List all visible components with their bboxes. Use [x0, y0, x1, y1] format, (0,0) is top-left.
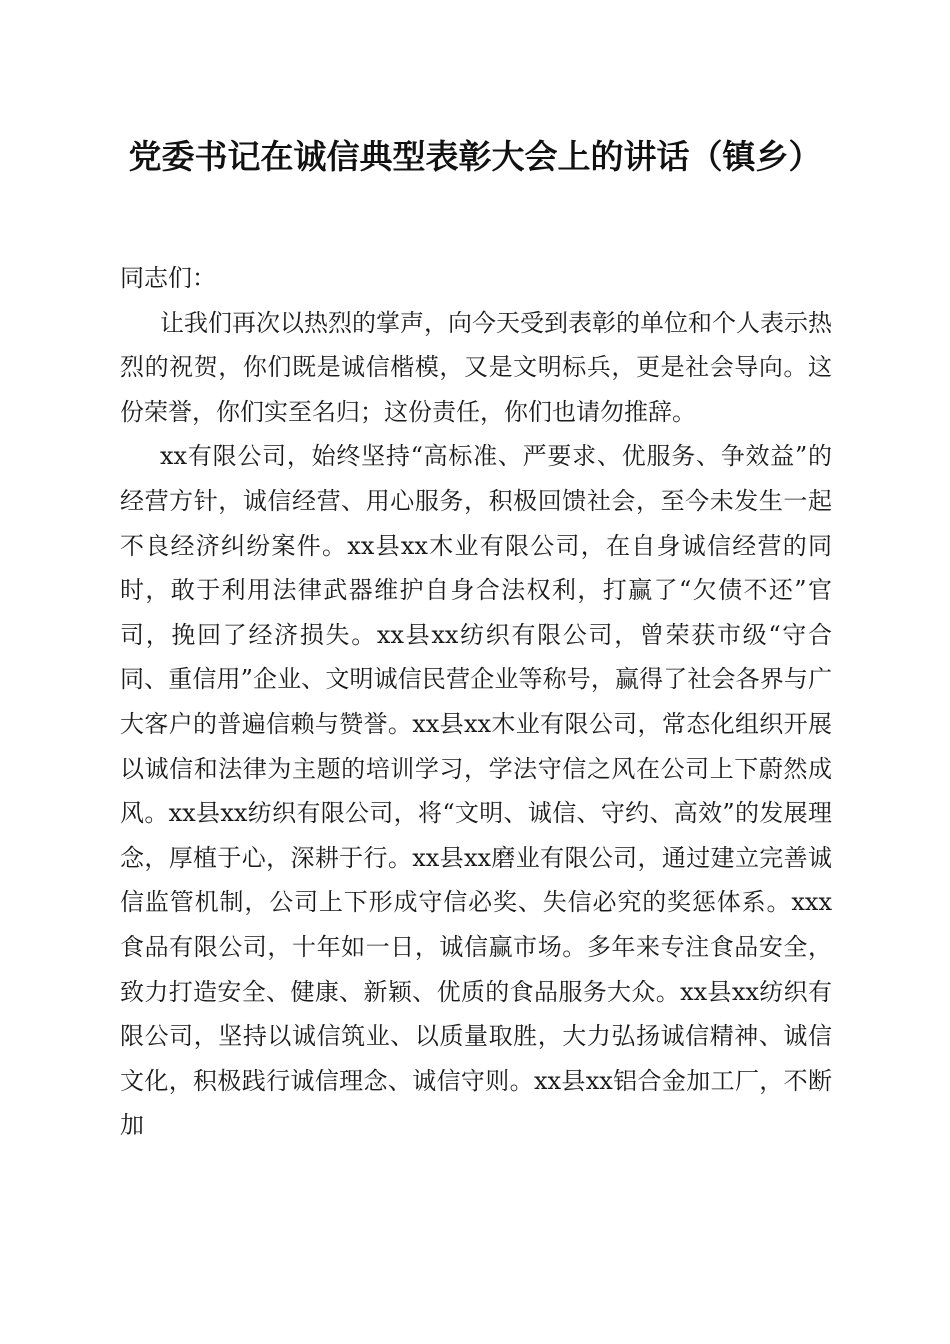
- salutation: 同志们：: [120, 264, 216, 292]
- document-title: 党委书记在诚信典型表彰大会上的讲话（镇乡）: [128, 137, 822, 176]
- document-body: [120, 256, 832, 1148]
- body-paragraph: 让我们再次以热烈的掌声，向今天受到表彰的单位和个人表示热烈的祝贺，你们既是诚信楷模，又是文明标兵，更是社会导向。这份荣誉，你们实至名归；这份责任，你们也请勿推辞。: [120, 308, 832, 426]
- body-paragraph: xx有限公司，始终坚持“高标准、严要求、优服务、争效益”的经营方针，诚信经营、用心服务，积极回馈社会，至今未发生一起不良经济纠纷案件。xx县xx木业有限公司，在自身诚信经营的同时，敢于利用法律武器维护自身合法权利，打赢了“欠债不还”官司，挽回了经济损失。xx县xx纺织有限公司，曾荣获市级“守合同、重信用”企业、文明诚信民营企业等称号，赢得了社会各界与广大客户的普遍信赖与赞誉。xx县xx木业有限公司，常态化组织开展以诚信和法律为主题的培训学习，学法守信之风在公司上下蔚然成风。xx县xx纺织有限公司，将“文明、诚信、守约、高效”的发展理念，厚植于心，深耕于行。xx县xx磨业有限公司，通过建立完善诚信监管机制，公司上下形成守信必奖、失信必究的奖惩体系。xxx食品有限公司，十年如一日，诚信赢市场。多年来专注食品安全，致力打造安全、健康、新颖、优质的食品服务大众。xx县xx纺织有限公司，坚持以诚信筑业、以质量取胜，大力弘扬诚信精神、诚信文化，积极践行诚信理念、诚信守则。xx县xx铝合金加工厂，不断加: [120, 442, 832, 1140]
